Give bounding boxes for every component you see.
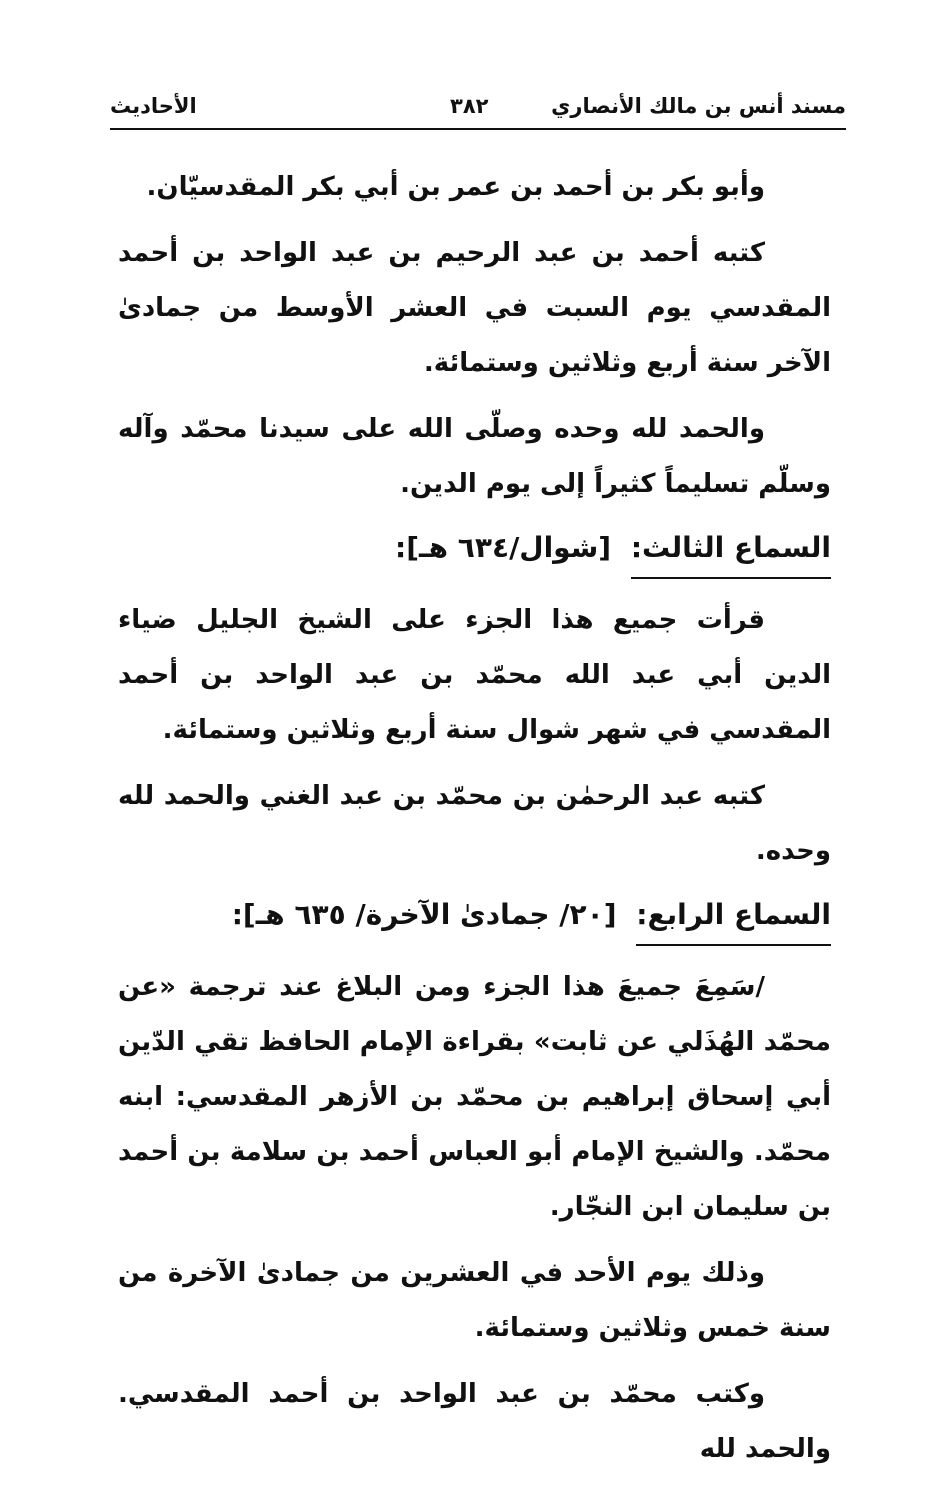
paragraph: وأبو بكر بن أحمد بن عمر بن أبي بكر المقدسيّان. (146, 172, 765, 202)
header-rule (110, 128, 846, 130)
paragraph: كتبه عبد الرحمٰن بن محمّد بن عبد الغني والحمد لله وحده. (118, 781, 831, 866)
running-header (110, 92, 846, 128)
paragraph: قرأت جميع هذا الجزء على الشيخ الجليل ضياء الدين أبي عبد الله محمّد بن عبد الواحد بن أحمد المقدسي في شهر شوال سنة أربع وثلاثين وستمائة. (118, 605, 831, 745)
paragraph: وكتب محمّد بن عبد الواحد بن أحمد المقدسي. والحمد لله (118, 1379, 831, 1464)
sama3-label: السماع الثالث: (631, 523, 831, 579)
sama4-heading (118, 890, 831, 946)
book-title: مسند أنس بن مالك الأنصاري (551, 94, 846, 118)
sama3-date: [شوال/٦٣٤ هـ]: (395, 531, 612, 564)
body-text (118, 160, 831, 1488)
paragraph: كتبه أحمد بن عبد الرحيم بن عبد الواحد بن أحمد المقدسي يوم السبت في العشر الأوسط من جمادىٰ الآخر سنة أربع وثلاثين وستمائة. (118, 238, 831, 378)
paragraph: وذلك يوم الأحد في العشرين من جمادىٰ الآخرة من سنة خمس وثلاثين وستمائة. (118, 1258, 831, 1343)
page-number: ٣٨٢ (450, 94, 489, 118)
sama4-label: السماع الرابع: (636, 890, 831, 946)
paragraph: والحمد لله وحده وصلّى الله على سيدنا محمّد وآله وسلّم تسليماً كثيراً إلى يوم الدين. (118, 414, 831, 499)
sama3-heading (118, 523, 831, 579)
section-title: الأحاديث (110, 94, 197, 118)
paragraph: /سَمِعَ جميعَ هذا الجزء ومن البلاغ عند ترجمة «عن محمّد الهُذَلي عن ثابت» بقراءة الإمام الحافظ تقي الدّين أبي إسحاق إبراهيم بن محمّد بن الأزهر المقدسي: ابنه محمّد. والشيخ الإمام أبو العباس أحمد بن سلامة بن أحمد بن سليمان ابن النجّار. (118, 972, 831, 1222)
sama4-date: [٢٠/ جمادىٰ الآخرة/ ٦٣٥ هـ]: (231, 898, 617, 931)
